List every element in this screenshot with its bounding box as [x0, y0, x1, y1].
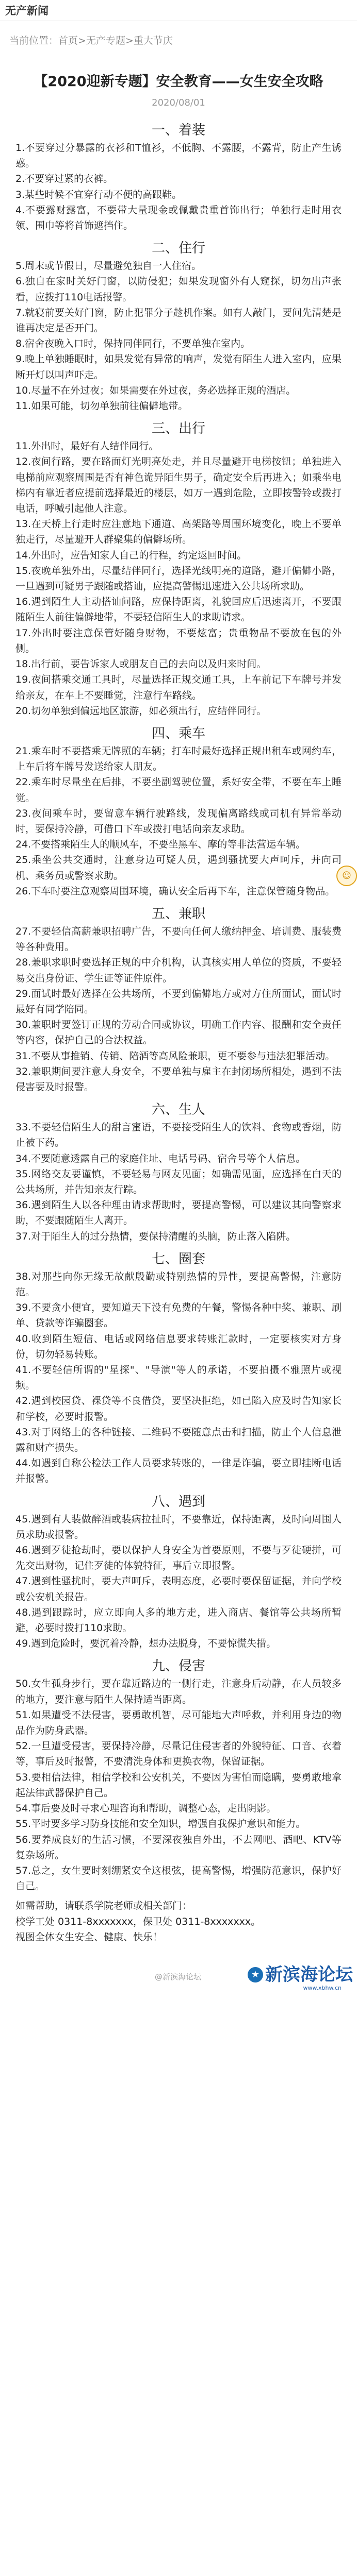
article-paragraph: 9.晚上单独睡眠时，如果发觉有异常的响声，发觉有陌生人进入室内，应果断开灯以叫声吓走。: [15, 353, 342, 381]
breadcrumb-home[interactable]: 首页: [58, 35, 78, 46]
article-paragraph: 50.女生孤身步行，要在靠近路边的一侧行走，注意身后动静，在人员较多的地方，要注意与陌生人保持适当距离。: [15, 1678, 342, 1705]
article-paragraph: 43.对于网络上的各种链接、二维码不要随意点击和扫描，防止个人信息泄露和财产损失。: [15, 1426, 342, 1454]
section-heading: 四、乘车: [151, 725, 205, 741]
article-paragraph: 44.如遇到自称公检法工作人员要求转账的，一律是诈骗，要立即挂断电话并报警。: [15, 1458, 342, 1485]
section-heading: 六、生人: [151, 1102, 205, 1118]
article-paragraph: 18.出行前，要告诉家人或朋友自己的去向以及归来时间。: [15, 658, 267, 670]
section-heading: 九、侵害: [151, 1658, 205, 1674]
article-paragraph: 28.兼职求职时要选择正规的中介机构，认真核实用人单位的资质，不要轻易交出身份证、学生证等证件原件。: [15, 957, 342, 984]
article-paragraph: 32.兼职期间要注意人身安全，不要单独与雇主在封闭场所相处，遇到不法侵害要及时报警。: [15, 1065, 342, 1093]
article-paragraph: 30.兼职时要签订正规的劳动合同或协议，明确工作内容、报酬和安全责任等内容，保护自己的合法权益。: [15, 1019, 342, 1046]
article-paragraph: 38.对那些向你无缘无故献殷勤或特别热情的异性，要提高警惕，注意防范。: [15, 1270, 342, 1298]
breadcrumb-prefix: 当前位置：: [9, 35, 59, 46]
site-header: [0, 0, 357, 21]
section-heading: 五、兼职: [151, 906, 205, 922]
article-paragraph: 54.事后要及时寻求心理咨询和帮助，调整心态，走出阴影。: [15, 1803, 277, 1815]
article-date: 2020/08/01: [152, 97, 205, 108]
article-paragraph: 49.遇到危险时，要沉着冷静，想办法脱身，不要惊慌失措。: [15, 1638, 277, 1650]
section-heading: 八、遇到: [151, 1494, 205, 1510]
section-heading: 三、出行: [151, 421, 205, 437]
article-paragraph: 11.如果可能，切勿单独前往偏僻地带。: [15, 400, 188, 412]
article-paragraph: 6.独自在家时关好门窗，以防侵犯；如果发现窗外有人窥探，切勿出声张看，应拨打110电话报警。: [15, 276, 342, 303]
breadcrumb-separator: >: [78, 35, 86, 46]
article-paragraph: 48.遇到跟踪时，应立即向人多的地方走，进入商店、餐馆等公共场所暂避，必要时拨打110求助。: [15, 1606, 342, 1634]
article-paragraph: 52.一旦遭受侵害，要保持冷静，尽量记住侵害者的外貌特征、口音、衣着等，事后及时报警，不要清洗身体和更换衣物，保留证据。: [15, 1740, 342, 1768]
footer-line: 如需帮助，请联系学院老师或相关部门：: [15, 1900, 192, 1912]
article-paragraph: 31.不要从事推销、传销、陪酒等高风险兼职，更不要参与违法犯罪活动。: [15, 1050, 335, 1062]
article-paragraph: 56.要养成良好的生活习惯，不要深夜独自外出，不去网吧、酒吧、KTV等复杂场所。: [15, 1834, 342, 1861]
article-paragraph: 29.面试时最好选择在公共场所，不要到偏僻地方或对方住所面试，面试时最好有同学陪同。: [15, 988, 342, 1015]
article-paragraph: 51.如果遭受不法侵害，要勇敢机智，尽可能地大声呼救，并利用身边的物品作为防身武器。: [15, 1709, 342, 1737]
article-paragraph: 12.夜间行路，要在路面灯光明亮处走，并且尽量避开电梯按钮；单独进入电梯前应观察周围是否有神色诡异陌生男子，确定安全后再进入；如乘坐电梯内有靠近者应提前选择最近的楼层，如万一遇到危险，立即按警铃或拨打电话，呼喊引起他人注意。: [15, 456, 342, 515]
article-paragraph: 17.外出时要注意保管好随身财物，不要炫富；贵重物品不要放在包的外侧。: [15, 627, 342, 654]
article-paragraph: 4.不要露财露富，不要带大量现金或佩戴贵重首饰出行；单独行走时用衣领、围巾等将首饰遮挡住。: [15, 204, 342, 232]
section-heading: 七、圈套: [151, 1251, 205, 1267]
brand-logo: [248, 1965, 353, 1984]
article-paragraph: 42.遇到校园贷、裸贷等不良借贷，要坚决拒绝，如已陷入应及时告知家长和学校，必要时报警。: [15, 1395, 342, 1422]
article-paragraph: 24.不要搭乘陌生人的顺风车，不要坐黑车、摩的等非法营运车辆。: [15, 839, 306, 851]
article-paragraph: 39.不要贪小便宜，要知道天下没有免费的午餐，警惕各种中奖、兼职、刷单、贷款等诈骗圈套。: [15, 1302, 342, 1329]
article-paragraph: 37.对于陌生人的过分热情，要保持清醒的头脑，防止落入陷阱。: [15, 1230, 296, 1242]
article-title: 【2020迎新专题】安全教育——女生安全攻略: [34, 74, 323, 90]
footer-line: 校学工处 0311-8xxxxxxx，保卫处 0311-8xxxxxxx。: [15, 1916, 261, 1927]
brand-logo-text: 新滨海论坛: [265, 1964, 353, 1985]
brand-url: www.xbhw.cn: [303, 1984, 342, 1991]
article-paragraph: 1.不要穿过分暴露的衣衫和T恤衫，不低胸、不露腰，不露背，防止产生诱惑。: [15, 142, 342, 170]
article-paragraph: 19.夜间搭乘交通工具时，尽量选择正规交通工具，上车前记下车牌号并发给亲友，在车上不要睡觉，注意行车路线。: [15, 674, 342, 701]
article-paragraph: 40.收到陌生短信、电话或网络信息要求转账汇款时，一定要核实对方身份，切勿轻易转账。: [15, 1333, 342, 1360]
article-paragraph: 35.网络交友要谨慎，不要轻易与网友见面；如确需见面，应选择在白天的公共场所，并告知亲友行踪。: [15, 1168, 342, 1195]
breadcrumb-festival[interactable]: 重大节庆: [133, 35, 173, 46]
article-paragraph: 3.某些时候不宜穿行动不便的高跟鞋。: [15, 189, 182, 200]
breadcrumb-topic[interactable]: 无产专题: [86, 35, 125, 46]
article-paragraph: 41.不要轻信所谓的"星探"、"导演"等人的承诺，不要拍摄不雅照片或视频。: [15, 1364, 342, 1392]
section-heading: 二、住行: [151, 241, 205, 257]
article-paragraph: 11.外出时，最好有人结伴同行。: [15, 440, 159, 452]
article-paragraph: 57.总之，女生要时刻绷紧安全这根弦，提高警惕，增强防范意识，保护好自己。: [15, 1865, 342, 1892]
article-paragraph: 23.夜间乘车时，要留意车辆行驶路线，发现偏离路线或司机有异常举动时，要保持冷静，可借口下车或拨打电话向亲友求助。: [15, 807, 342, 835]
article-paragraph: 53.要相信法律，相信学校和公安机关，不要因为害怕而隐瞒，要勇敢地拿起法律武器保护自己。: [15, 1771, 342, 1799]
brand-logo-icon: ★: [248, 1967, 263, 1982]
article-paragraph: 8.宿舍夜晚入口时，保持同伴同行，不要单独在室内。: [15, 338, 251, 350]
article-paragraph: 10.尽量不在外过夜；如果需要在外过夜，务必选择正规的酒店。: [15, 384, 296, 396]
article-paragraph: 27.不要轻信高薪兼职招聘广告，不要向任何人缴纳押金、培训费、服装费等各种费用。: [15, 925, 342, 953]
article-paragraph: 45.遇到有人装做醉酒或装病拉扯时，不要靠近，保持距离，及时向周围人员求助或报警。: [15, 1513, 342, 1540]
article-body: [0, 108, 357, 1955]
article-footer: [15, 1898, 342, 1945]
article-paragraph: 34.不要随意透露自己的家庭住址、电话号码、宿舍号等个人信息。: [15, 1153, 306, 1164]
article-paragraph: 16.遇到陌生人主动搭讪问路，应保持距离，礼貌回应后迅速离开，不要跟随陌生人前往偏僻地带，不要轻信陌生人的求助请求。: [15, 596, 342, 623]
section-heading: 一、着装: [151, 123, 205, 138]
article-paragraph: 20.切勿单独到偏远地区旅游，如必须出行，应结伴同行。: [15, 705, 267, 717]
floating-action-icon[interactable]: ☺: [336, 866, 357, 886]
article-paragraph: 55.平时要多学习防身技能和安全知识，增强自我保护意识和能力。: [15, 1818, 306, 1830]
article-paragraph: 14.外出时，应告知家人自己的行程，约定返回时间。: [15, 549, 247, 561]
breadcrumb-separator: >: [125, 35, 134, 46]
article-paragraph: 21.乘车时不要搭乘无牌照的车辆；打车时最好选择正规出租车或网约车，上车后将车牌号发送给家人朋友。: [15, 745, 342, 773]
article-paragraph: 7.就寝前要关好门窗，防止犯罪分子趁机作案。如有人敲门，要问先清楚是谁再决定是否开门。: [15, 307, 342, 334]
footer-line: 视图全体女生安全、健康、快乐！: [15, 1931, 163, 1943]
site-name[interactable]: 无产新闻: [5, 5, 48, 17]
weibo-watermark: @新滨海论坛: [155, 1972, 202, 1981]
page-footer-area: [0, 1955, 357, 1991]
article-paragraph: 36.遇到陌生人以各种理由请求帮助时，要提高警惕，可以建议其向警察求助，不要跟随陌生人离开。: [15, 1199, 342, 1227]
article-paragraph: 2.不要穿过紧的衣裤。: [15, 173, 113, 185]
breadcrumb: [0, 21, 357, 48]
article-paragraph: 46.遇到歹徒抢劫时，要以保护人身安全为首要原则，不要与歹徒硬拼，可先交出财物，记住歹徒的体貌特征，事后立即报警。: [15, 1545, 342, 1572]
article-paragraph: 22.乘车时尽量坐在后排，不要坐副驾驶位置，系好安全带，不要在车上睡觉。: [15, 776, 342, 804]
article-paragraph: 33.不要轻信陌生人的甜言蜜语，不要接受陌生人的饮料、食物或香烟，防止被下药。: [15, 1122, 342, 1149]
article-paragraph: 15.夜晚单独外出，尽量结伴同行，选择光线明亮的道路，避开偏僻小路，一旦遇到可疑男子跟随或搭讪，应提高警惕迅速进入公共场所求助。: [15, 565, 342, 592]
article-paragraph: 13.在天桥上行走时应注意地下通道、高架路等周围环境变化，晚上不要单独走行，尽量避开人群聚集的偏僻场所。: [15, 518, 342, 546]
article-paragraph: 47.遇到性骚扰时，要大声呵斥，表明态度，必要时要保留证据，并向学校或公安机关报告。: [15, 1575, 342, 1603]
article-paragraph: 26.下车时要注意观察周围环境，确认安全后再下车，注意保管随身物品。: [15, 885, 335, 897]
article-paragraph: 25.乘坐公共交通时，注意身边可疑人员，遇到骚扰要大声呵斥，并向司机、乘务员或警察求助。: [15, 854, 342, 882]
article-paragraph: 5.周末或节假日，尽量避免独自一人住宿。: [15, 260, 202, 272]
